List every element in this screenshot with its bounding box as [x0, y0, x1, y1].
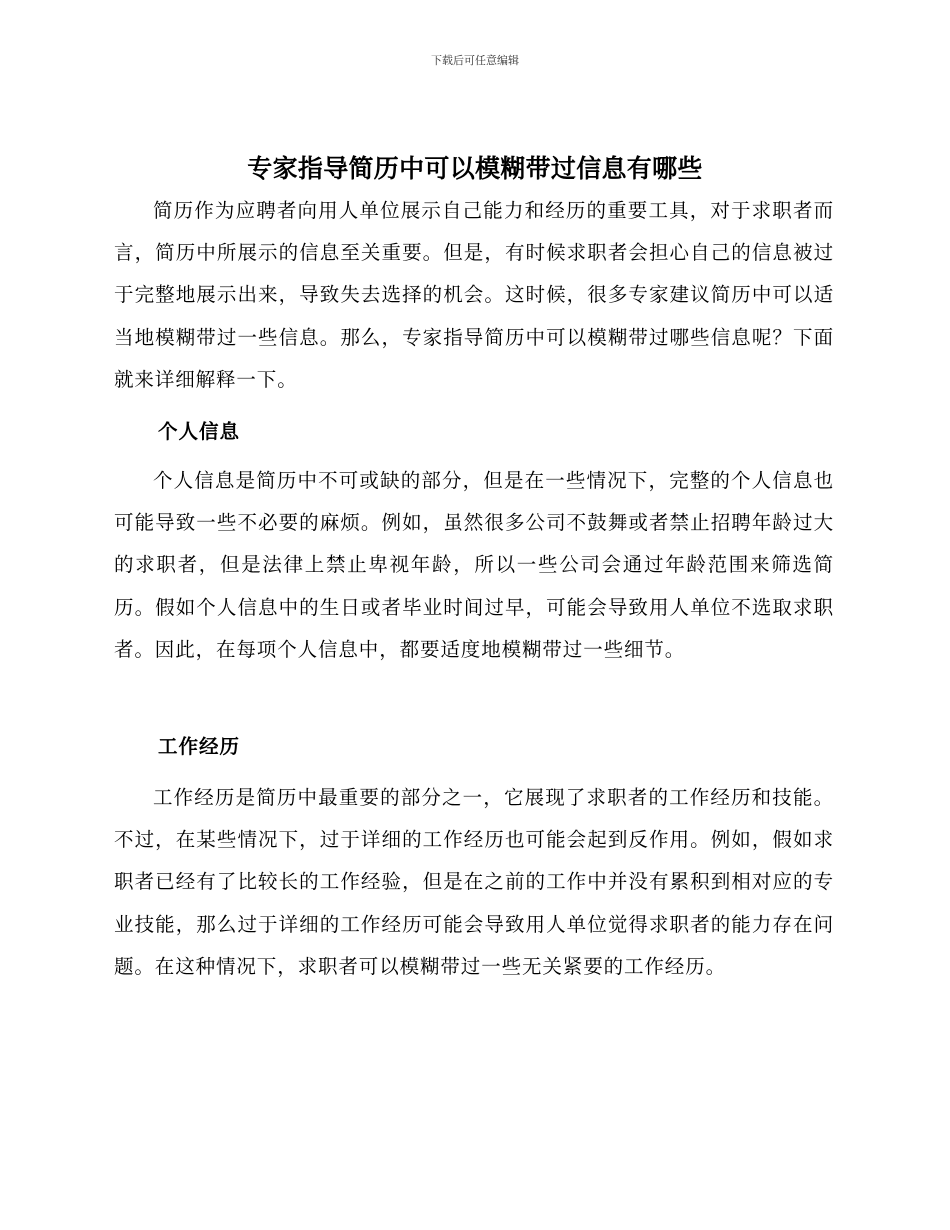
intro-paragraph: 简历作为应聘者向用人单位展示自己能力和经历的重要工具，对于求职者而言，简历中所展示的信息至关重要。但是，有时候求职者会担心自己的信息被过于完整地展示出来，导致失去选择的机会。这时候，很多专家建议简历中可以适当地模糊带过一些信息。那么，专家指导简历中可以模糊带过哪些信息呢？下面就来详细解释一下。	[114, 199, 834, 391]
section-heading-work-experience: 工作经历	[158, 735, 241, 758]
page-header-note: 下载后可任意编辑	[431, 54, 519, 67]
section-body-personal-info: 个人信息是简历中不可或缺的部分，但是在一些情况下，完整的个人信息也可能导致一些不必要的麻烦。例如，虽然很多公司不鼓舞或者禁止招聘年龄过大的求职者，但是法律上禁止卑视年龄，所以一些公司会通过年龄范围来筛选简历。假如个人信息中的生日或者毕业时间过早，可能会导致用人单位不选取求职者。因此，在每项个人信息中，都要适度地模糊带过一些细节。	[114, 469, 834, 661]
section-heading-personal-info: 个人信息	[158, 420, 241, 443]
section-body-work-experience: 工作经历是简历中最重要的部分之一，它展现了求职者的工作经历和技能。不过，在某些情况下，过于详细的工作经历也可能会起到反作用。例如，假如求职者已经有了比较长的工作经验，但是在之前的工作中并没有累积到相对应的专业技能，那么过于详细的工作经历可能会导致用人单位觉得求职者的能力存在问题。在这种情况下，求职者可以模糊带过一些无关紧要的工作经历。	[114, 786, 834, 978]
document-title: 专家指导简历中可以模糊带过信息有哪些	[247, 154, 703, 183]
